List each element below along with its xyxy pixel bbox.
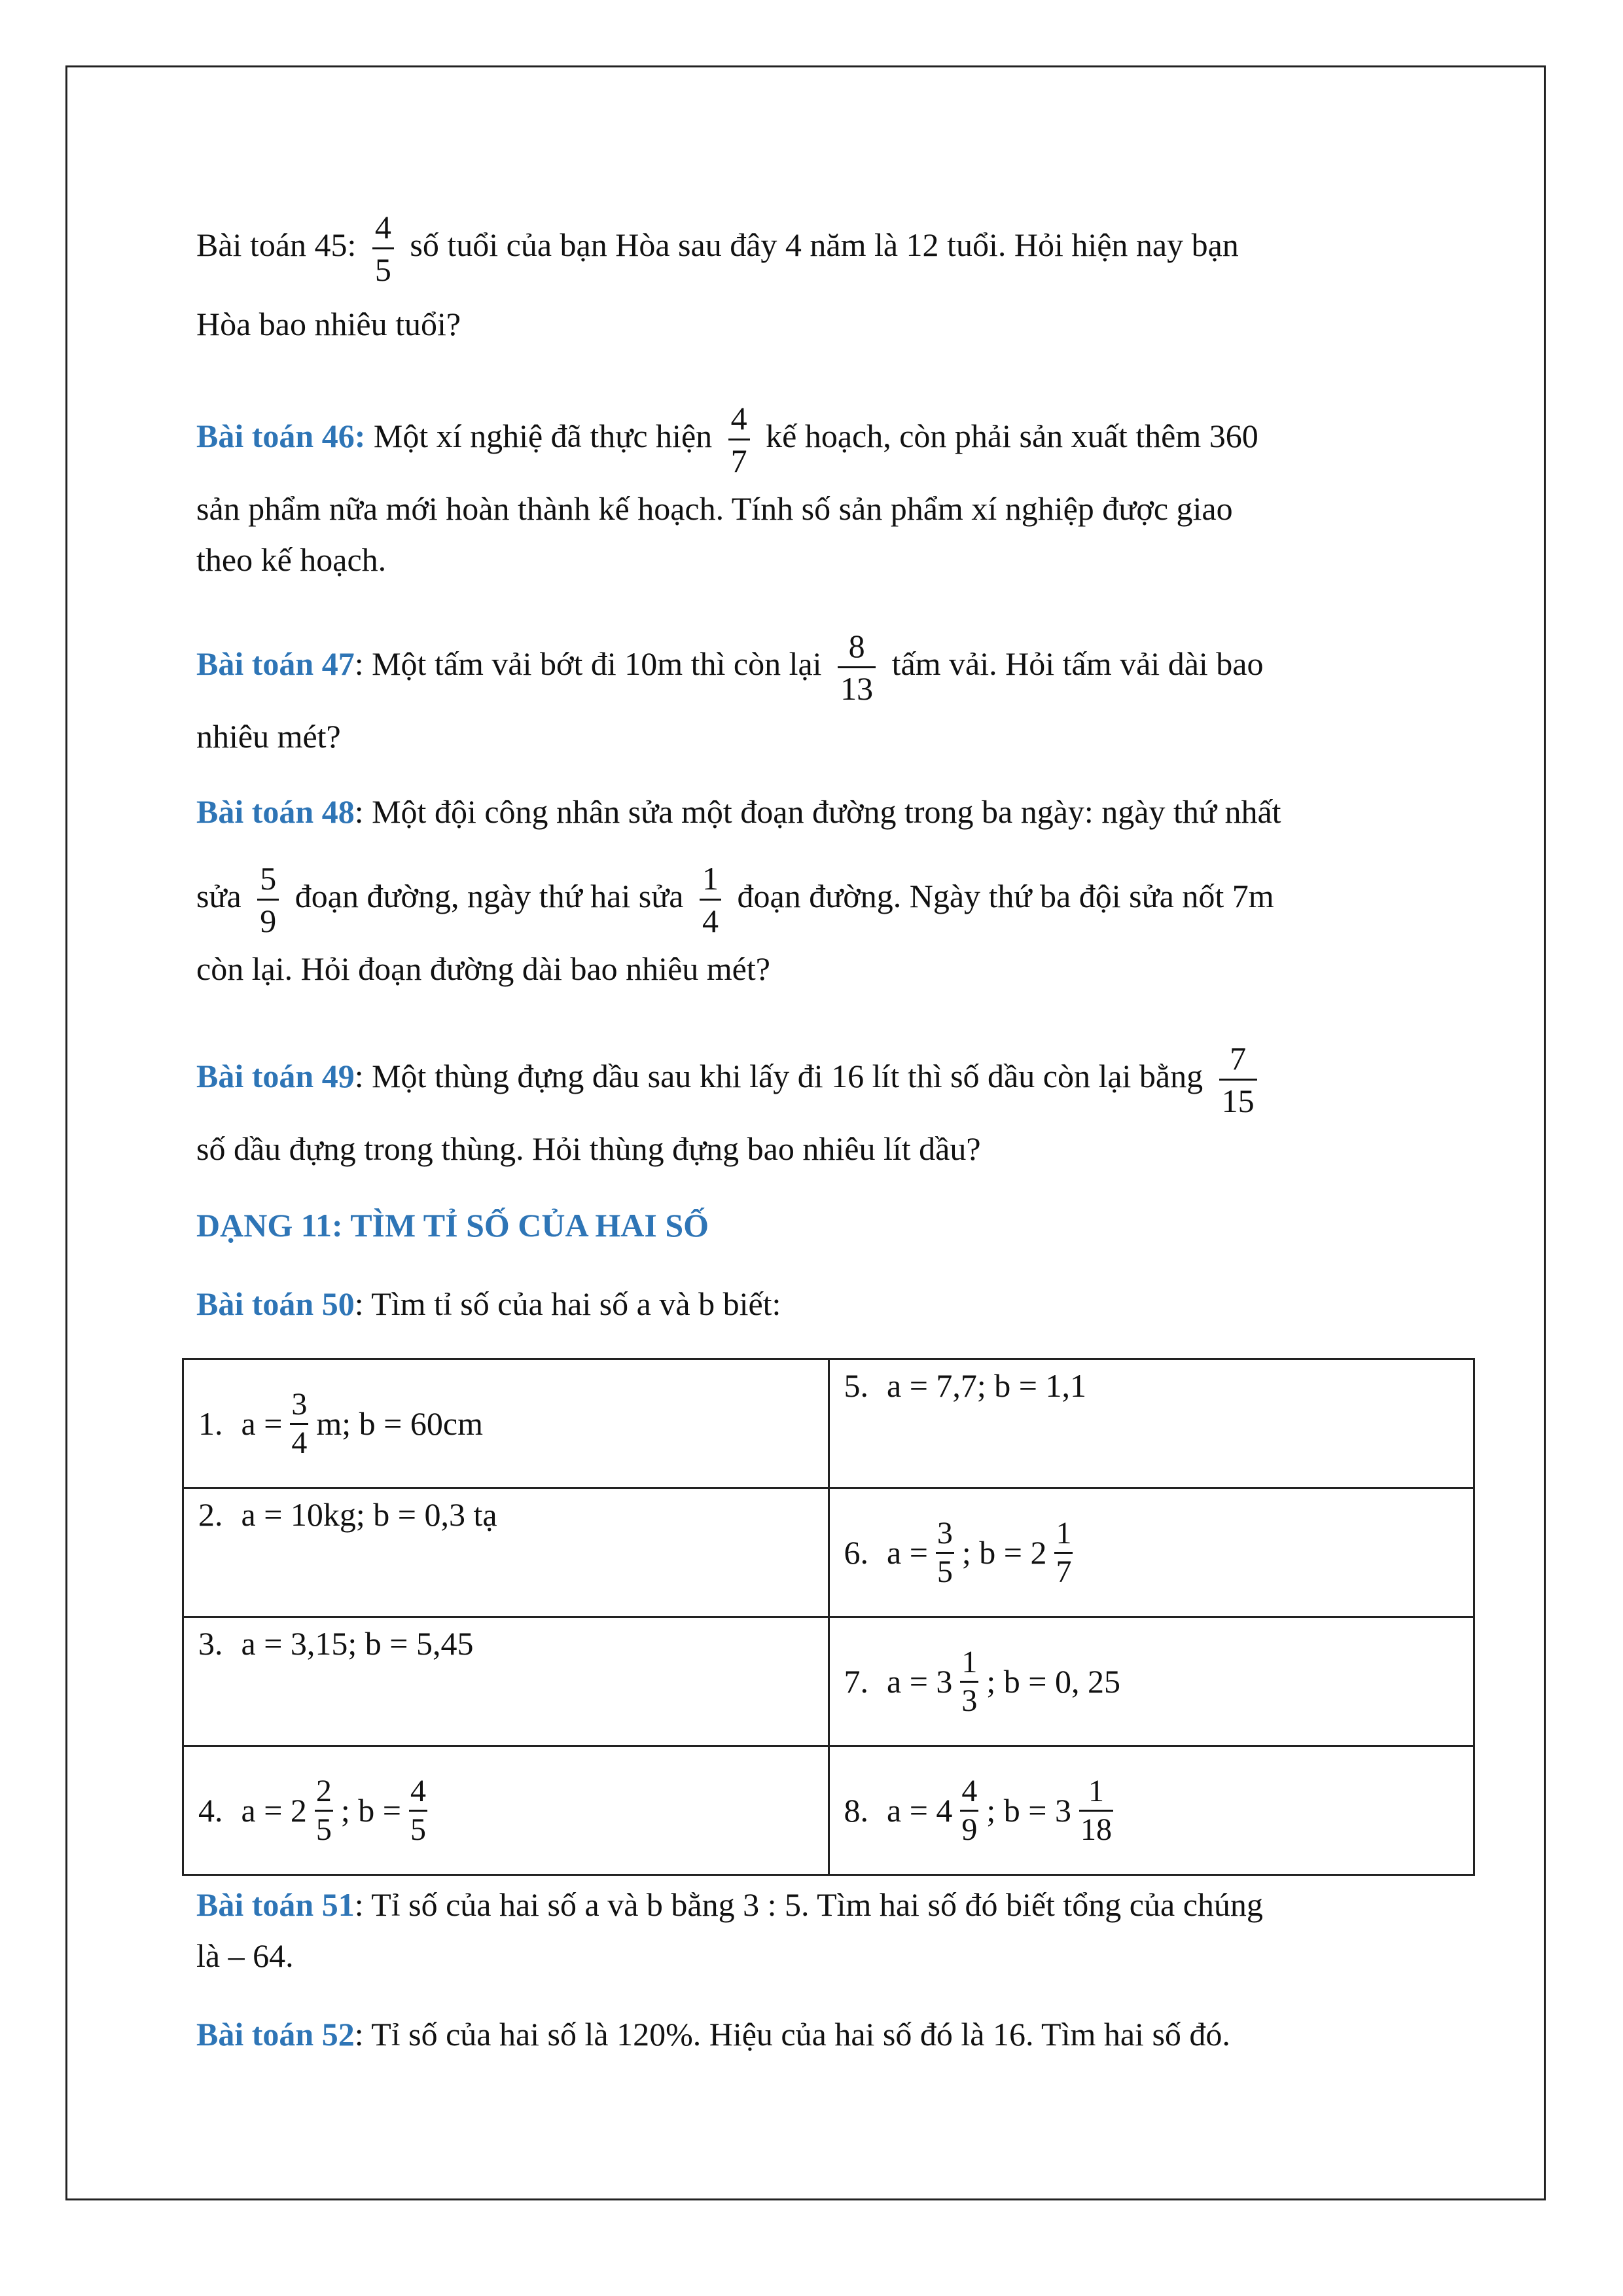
problem-51-line-2: là – 64. — [196, 1937, 294, 1974]
problem-49-line-2: số dầu đựng trong thùng. Hỏi thùng đựng bao nhiêu lít dầu? — [196, 1130, 981, 1167]
problem-47-label: Bài toán 47 — [196, 645, 355, 682]
fraction-5-9: $\frac{5}{9}$ — [257, 861, 279, 939]
problem-46-line-2: sản phẩm nữa mới hoàn thành kế hoạch. Tính số sản phẩm xí nghiệp được giao — [196, 490, 1233, 527]
fraction-4-5-b: $\frac{4}{5}$ — [410, 1773, 426, 1847]
table-cell-8: 8. a = 4 $\frac{4}{9}$ ; b = 3 $\frac{1}{18}$ — [829, 1746, 1474, 1875]
fraction-2-5: $\frac{2}{5}$ — [315, 1773, 332, 1847]
fraction-4-7: $\frac{4}{7}$ — [728, 401, 750, 478]
table-row — [183, 1359, 1474, 1488]
problem-50: Bài toán 50: Tìm tỉ số của hai số a và b biết: — [196, 1285, 781, 1322]
problem-52-label: Bài toán 52 — [196, 2016, 355, 2053]
ratio-table — [182, 1358, 1475, 1876]
table-cell-3: 3. a = 3,15; b = 5,45 — [183, 1617, 829, 1746]
problem-49-label: Bài toán 49 — [196, 1057, 355, 1094]
fraction-8-13: $\frac{8}{13}$ — [838, 628, 876, 706]
problem-48: Bài toán 48: Một đội công nhân sửa một đoạn đường trong ba ngày: ngày thứ nhất — [196, 793, 1281, 830]
problem-45-label: Bài toán 45: — [196, 226, 357, 263]
fraction-1-3: $\frac{1}{3}$ — [961, 1644, 978, 1718]
table-cell-6: 6. a = $\frac{3}{5}$ ; b = 2 $\frac{1}{7}$ — [829, 1488, 1474, 1617]
problem-52: Bài toán 52: Tỉ số của hai số là 120%. Hiệu của hai số đó là 16. Tìm hai số đó. — [196, 2016, 1230, 2053]
table-cell-5: 5. a = 7,7; b = 1,1 — [829, 1359, 1474, 1488]
table-cell-7: 7. a = 3 $\frac{1}{3}$ ; b = 0, 25 — [829, 1617, 1474, 1746]
table-cell-4: 4. a = 2 $\frac{2}{5}$ ; b = $\frac{4}{5}$ — [183, 1746, 829, 1875]
table-row — [183, 1488, 1474, 1617]
fraction-1-7: $\frac{1}{7}$ — [1056, 1515, 1072, 1589]
problem-46-label: Bài toán 46: — [196, 417, 366, 454]
fraction-3-5: $\frac{3}{5}$ — [936, 1515, 953, 1589]
problem-45-text: số tuổi của bạn Hòa sau đây 4 năm là 12 tuổi. Hỏi hiện nay bạn — [410, 226, 1239, 263]
problem-51-label: Bài toán 51 — [196, 1886, 355, 1923]
problem-46: Bài toán 46: Một xí nghiệ đã thực hiện $\frac{4}{7}$ kế hoạch, còn phải sản xuất thêm 360 — [196, 400, 1258, 479]
problem-48-line-3: còn lại. Hỏi đoạn đường dài bao nhiêu mét? — [196, 950, 770, 987]
table-cell-1: 1. a = $\frac{3}{4}$ m; b = 60cm — [183, 1359, 829, 1488]
table-cell-2: 2. a = 10kg; b = 0,3 tạ — [183, 1488, 829, 1617]
fraction-4-9: $\frac{4}{9}$ — [961, 1773, 978, 1847]
problem-51: Bài toán 51: Tỉ số của hai số a và b bằng 3 : 5. Tìm hai số đó biết tổng của chúng — [196, 1886, 1263, 1923]
problem-47-line-2: nhiêu mét? — [196, 718, 341, 755]
problem-48-line-2: sửa $\frac{5}{9}$ đoạn đường, ngày thứ hai sửa $\frac{1}{4}$ đoạn đường. Ngày thứ ba đội sửa nốt 7m — [196, 860, 1274, 939]
problem-47: Bài toán 47: Một tấm vải bớt đi 10m thì còn lại $\frac{8}{13}$ tấm vải. Hỏi tấm vải dài bao — [196, 628, 1264, 707]
problem-46-line-3: theo kế hoạch. — [196, 541, 387, 578]
problem-50-label: Bài toán 50 — [196, 1285, 355, 1322]
table-row — [183, 1746, 1474, 1875]
problem-49: Bài toán 49: Một thùng đựng dầu sau khi lấy đi 16 lít thì số dầu còn lại bằng $\frac{7}{15}$ — [196, 1041, 1479, 1119]
section-heading: DẠNG 11: TÌM TỈ SỐ CỦA HAI SỐ — [196, 1207, 709, 1244]
table-row — [183, 1617, 1474, 1746]
fraction-7-15: $\frac{7}{15}$ — [1219, 1041, 1257, 1119]
problem-48-label: Bài toán 48 — [196, 793, 355, 830]
problem-45-line-2: Hòa bao nhiêu tuổi? — [196, 306, 461, 342]
fraction-3-4: $\frac{3}{4}$ — [291, 1386, 308, 1460]
fraction-4-5: $\frac{4}{5}$ — [372, 209, 394, 287]
problem-45 — [196, 209, 1479, 287]
fraction-1-4: $\frac{1}{4}$ — [700, 861, 721, 939]
fraction-1-18: $\frac{1}{18}$ — [1080, 1773, 1112, 1847]
